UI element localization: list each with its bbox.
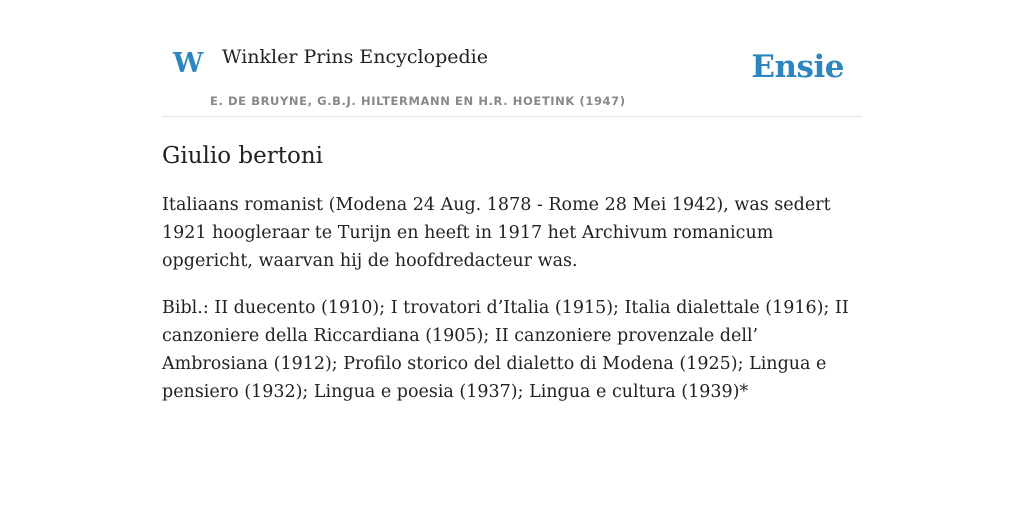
article-title: Giulio bertoni	[162, 143, 323, 169]
article-bibliography-paragraph: Bibl.: II duecento (1910); I trovatori d’Italia (1915); Italia dialettale (1916); II canzoniere della Riccardiana (1905); II canzoniere provenzale dell’ Ambrosiana (1912); Profilo storico del dialetto di Modena (1925); Lingua e pensiero (1932); Lingua e poesia (1937); Lingua e cultura (1939)*	[162, 297, 849, 402]
ensie-logo-link[interactable]: Ensie	[751, 49, 844, 85]
source-authors: E. DE BRUYNE, G.B.J. HILTERMANN EN H.R. HOETINK (1947)	[210, 94, 626, 108]
source-title[interactable]: Winkler Prins Encyclopedie	[222, 46, 488, 68]
source-header	[162, 0, 862, 117]
article-body-paragraph: Italiaans romanist (Modena 24 Aug. 1878 - Rome 28 Mei 1942), was sedert 1921 hoogleraar te Turijn en heeft in 1917 het Archivum romanicum opgericht, waarvan hij de hoofdredacteur was.	[162, 194, 831, 271]
winkler-prins-logo-icon[interactable]: W	[173, 48, 204, 79]
page-container	[162, 0, 862, 406]
